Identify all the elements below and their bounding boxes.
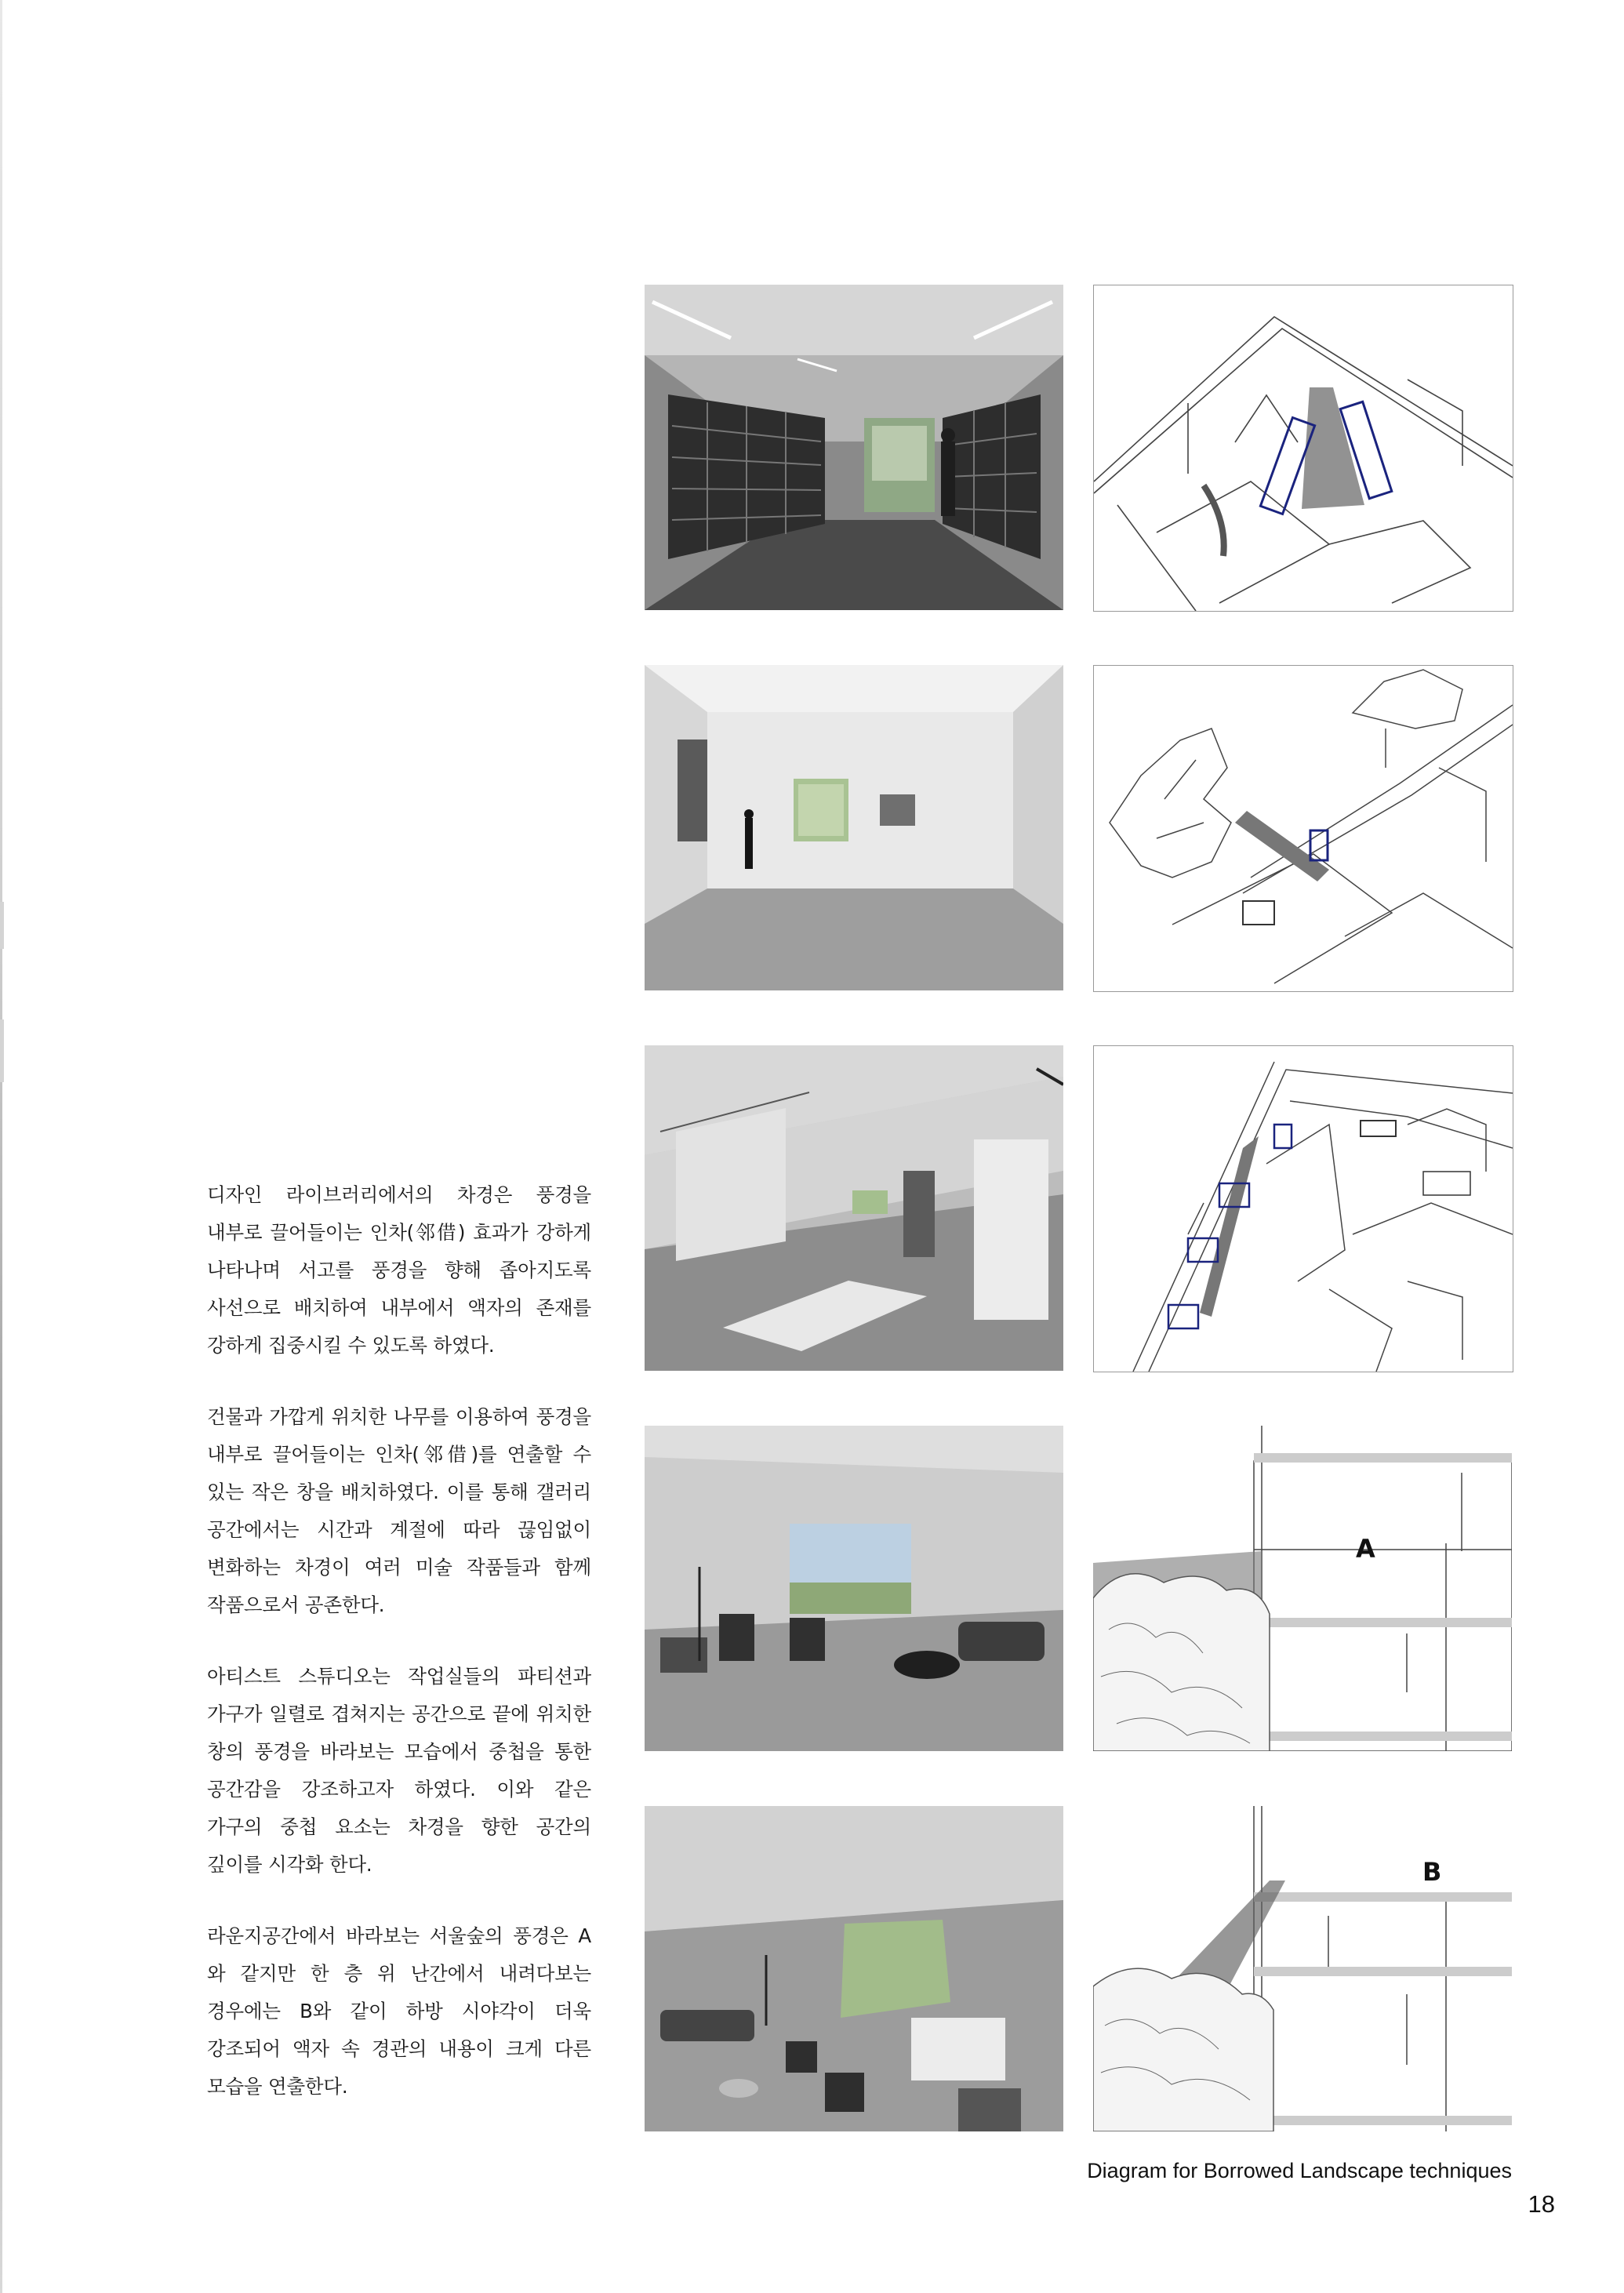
figure-caption: Diagram for Borrowed Landscape techniques [1087, 2159, 1512, 2182]
paragraph-artist-studio: 아티스트 스튜디오는 작업실들의 파티션과 가구가 일렬로 겹쳐지는 공간으로 끝에 위치한 창의 풍경을 바라보는 모습에서 중첩을 통한 공간감을 강조하고자 하였다. 이와 같은 가구의 중첩 요소는 차경을 향한 공간의 깊이를 시각화 한다. [207, 1665, 591, 1876]
section-label-b: B [1422, 1857, 1442, 1887]
page-edge-mark [0, 902, 4, 949]
page-edge-line [0, 0, 2, 2293]
lounge-section-diagram-a [1093, 1426, 1512, 1751]
page-number: 18 [1528, 2190, 1555, 2218]
paragraph-design-library: 디자인 라이브러리에서의 차경은 풍경을 내부로 끌어들이는 인차(邻借) 효과가 강하게 나타나며 서고를 풍경을 향해 좁아지도록 사선으로 배치하여 내부에서 액자의 존재를 강하게 집중시킬 수 있도록 하였다. [207, 1183, 591, 1357]
lounge-section-diagram-b [1093, 1806, 1512, 2131]
section-label-a: A [1356, 1534, 1375, 1564]
artist-studio-axonometric-diagram [1093, 1045, 1513, 1372]
library-axonometric-diagram [1093, 285, 1513, 612]
gallery-render-image [645, 665, 1063, 990]
paragraph-lounge: 라운지공간에서 바라보는 서울숲의 풍경은 A 와 같지만 한 층 위 난간에서 내려다보는 경우에는 B와 같이 하방 시야각이 더욱 강조되어 액자 속 경관의 내용이 크게 다른 모습을 연출한다. [207, 1924, 591, 2098]
paragraph-gallery: 건물과 가깝게 위치한 나무를 이용하여 풍경을 내부로 끌어들이는 인차(邻借)를 연출할 수 있는 작은 창을 배치하였다. 이를 통해 갤러리 공간에서는 시간과 계절에 따라 끊임없이 변화하는 차경이 여러 미술 작품들과 함께 작품으로서 공존한다. [207, 1405, 591, 1616]
lounge-mezzanine-render-image [645, 1806, 1063, 2131]
artist-studio-render-image [645, 1045, 1063, 1371]
gallery-axonometric-diagram [1093, 665, 1513, 992]
library-render-image [645, 285, 1063, 610]
lounge-render-image [645, 1426, 1063, 1751]
page-edge-mark [0, 1019, 4, 1082]
description-text [207, 1176, 591, 2139]
